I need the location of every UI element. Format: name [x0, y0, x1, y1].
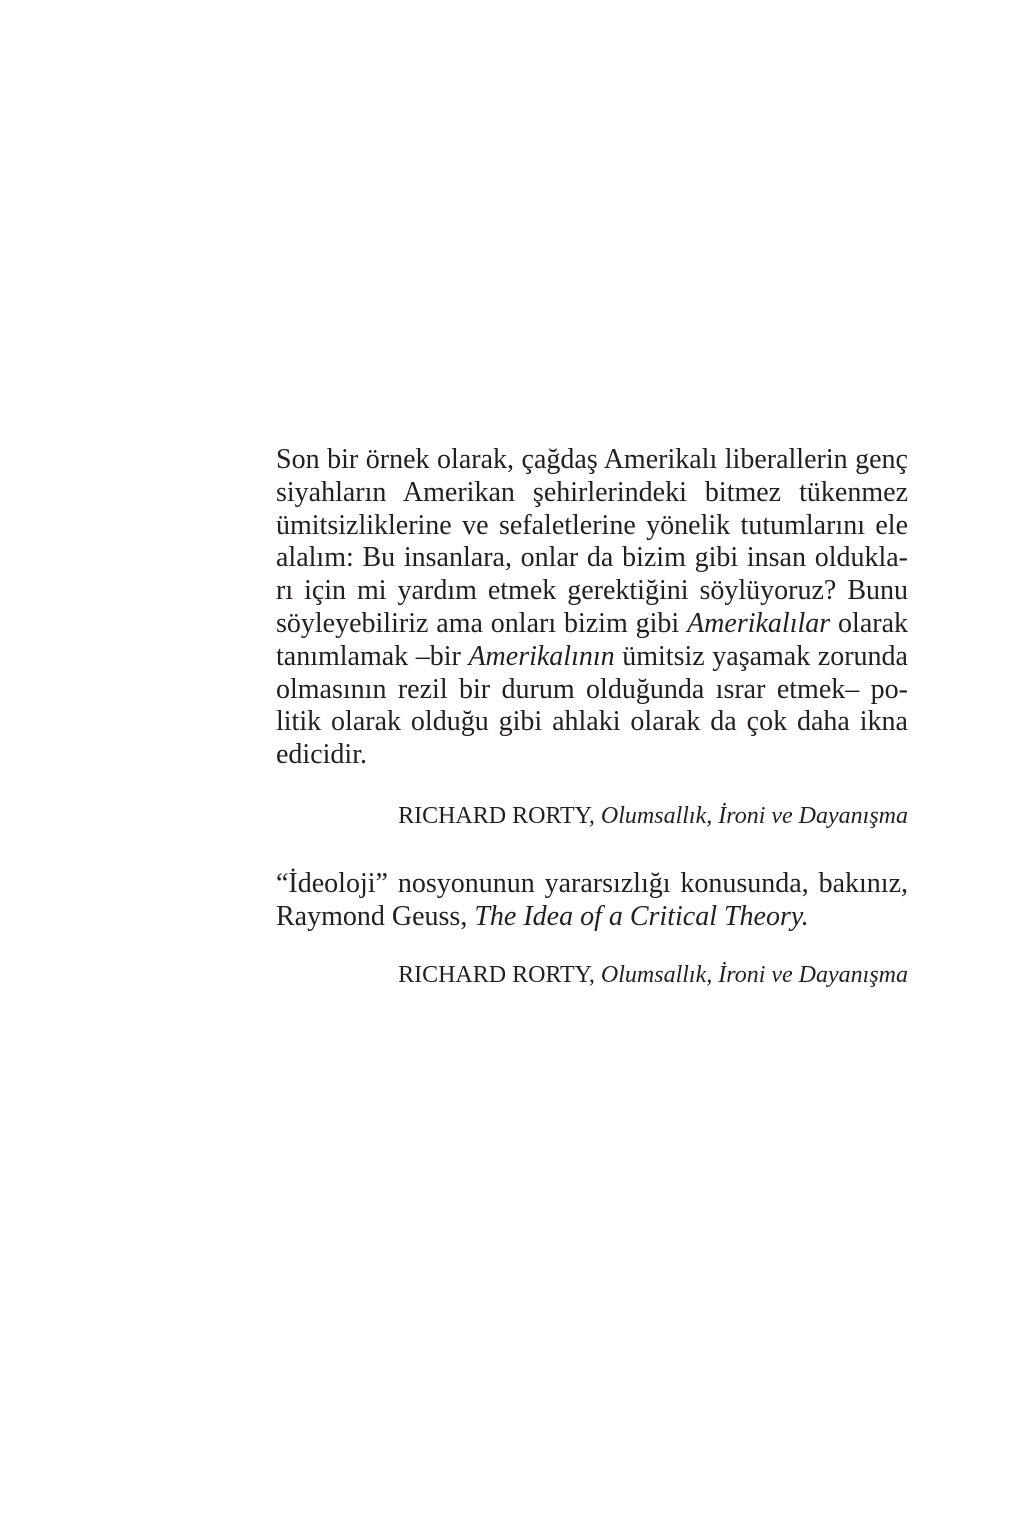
italic-term: Amerikalılar	[687, 607, 831, 639]
quote-line: tanımlamak –bir Amerikalının ümitsiz yaşamak zorunda	[276, 640, 908, 672]
quote-line: ümitsizliklerine ve sefaletlerine yönelik tutumlarını ele	[276, 509, 908, 541]
quote-line: siyahların Amerikan şehirlerindeki bitmez tükenmez	[276, 476, 908, 508]
epigraph-ideology-note	[276, 868, 908, 990]
attribution-work: Olumsallık, İroni ve Dayanışma	[600, 802, 908, 829]
italic-book-title: The Idea of a Critical Theory.	[474, 900, 809, 932]
quote-line: edicidir.	[276, 739, 367, 771]
attribution	[276, 960, 908, 990]
quote-line: olmasının rezil bir durum olduğunda ısrar etmek– po-	[276, 673, 908, 705]
quote-line: söyleyebiliriz ama onları bizim gibi Amerikalılar olarak	[276, 607, 908, 639]
attribution-author: RICHARD RORTY,	[398, 802, 595, 829]
quote-line: alalım: Bu insanlara, onlar da bizim gibi insan oldukla-	[276, 542, 908, 574]
epigraph-rorty-solidarity	[276, 444, 908, 831]
quote-line: “İdeoloji” nosyonunun yararsızlığı konusunda, bakınız,	[276, 868, 908, 899]
quote-line: litik olarak olduğu gibi ahlaki olarak da çok daha ikna	[276, 706, 908, 738]
italic-term: Amerikalının	[468, 640, 615, 672]
attribution-work: Olumsallık, İroni ve Dayanışma	[600, 961, 908, 988]
attribution	[276, 801, 908, 831]
attribution-author: RICHARD RORTY,	[398, 961, 595, 988]
quote-line: Son bir örnek olarak, çağdaş Amerikalı liberallerin genç	[276, 444, 908, 475]
quote-line: Raymond Geuss, The Idea of a Critical Theory.	[276, 900, 809, 932]
quote-line: rı için mi yardım etmek gerektiğini söylüyoruz? Bunu	[276, 575, 908, 607]
